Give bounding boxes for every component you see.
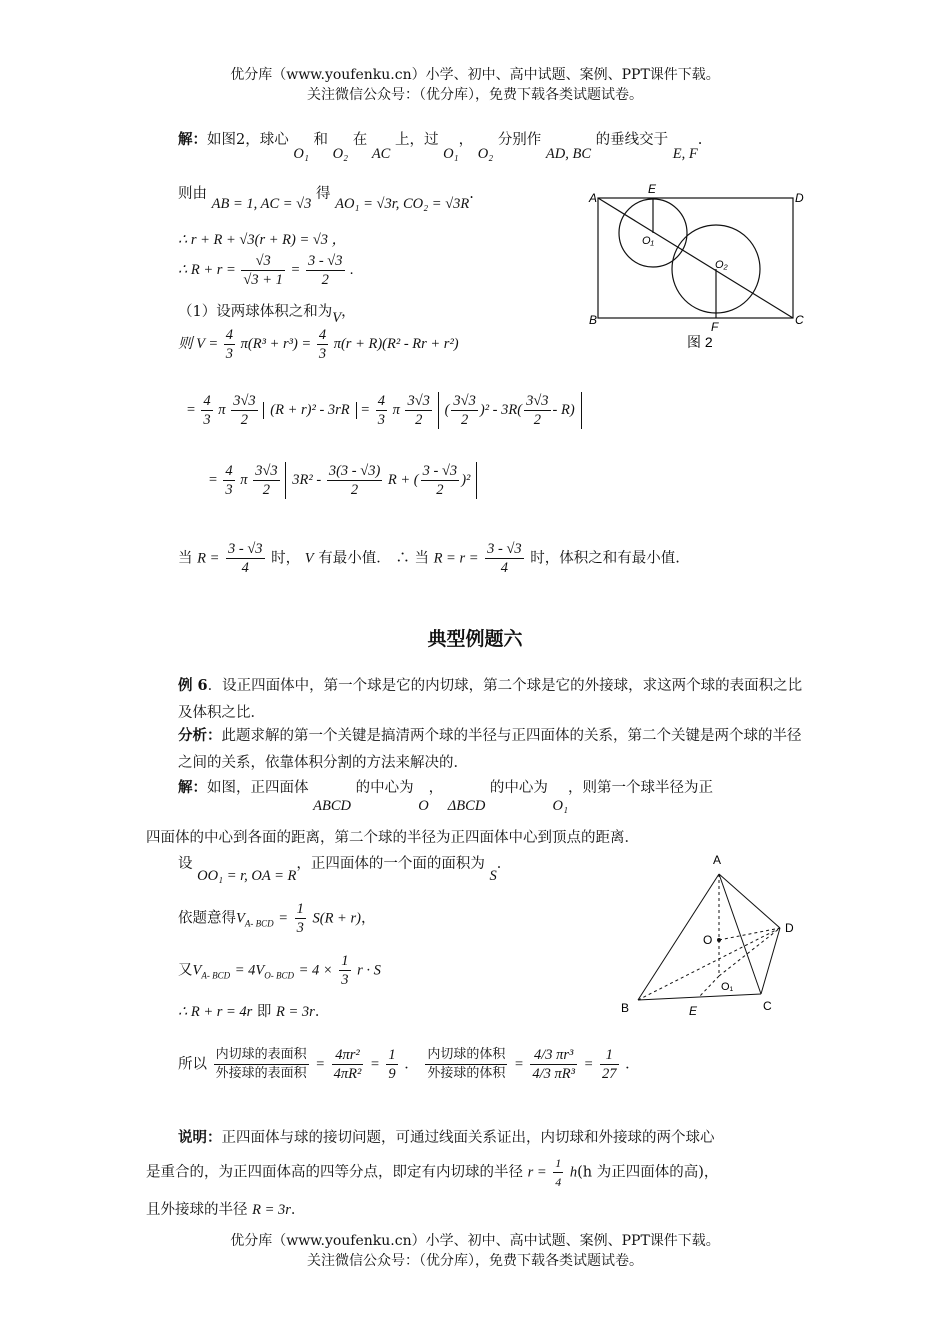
- label-e: E: [648, 182, 657, 196]
- label-d: D: [795, 191, 804, 205]
- label-a: A: [589, 191, 598, 205]
- example-6-label: 例 6: [178, 677, 208, 694]
- label-b: B: [589, 313, 598, 327]
- label-a: A: [713, 853, 722, 867]
- label-c: C: [795, 313, 804, 327]
- edge-cd: [761, 928, 780, 994]
- footer-line-2: 关注微信公众号：（优分库），免费下载各类试题试卷。: [307, 1253, 643, 1269]
- example-6-solution-line-4: 依题意得$V_{A- BCD}$ = $\frac{1}{3}$ S(R + r)，: [178, 901, 376, 936]
- solution-line-7: = $\frac{4}{3}$ π $\frac{3√3}{2}$ (R + r)² - 3rR = $\frac{4}{3}$ π $\frac{3√3}{2}$ ( $\frac{3√3}{2}$ )² - 3R( $\frac{3√3}{2}$ - R): [186, 392, 582, 429]
- figure-tetrahedron: [615, 848, 815, 1028]
- solution-line-8: = $\frac{4}{3}$ π $\frac{3√3}{2}$ 3R² - $\frac{3(3 - √3)}{2}$ R + ( $\frac{3 - √3}{2}$ )²: [208, 462, 477, 499]
- label-o1: O₁: [721, 981, 734, 993]
- label-o1: O₁: [642, 235, 655, 247]
- example-6-solution-line-2: 四面体的中心到各面的距离，第二个球的半径为正四面体中心到顶点的距离．: [146, 830, 639, 846]
- example-6-solution-line-7: 所以 $\frac{\text{内切球的表面积}}{\text{外接球的表面积}}$ = $\frac{\text{4πr²}}{\text{4πR²}}$ = $\frac{1}{9}$ ． $\frac{\text{内切球的体积}}{\text{外接球的体积}}$ = $\frac{\text{4/3 πr³}}{\text{4/3 πR³}}$ = $\frac{1}{27}$ ．: [178, 1047, 640, 1082]
- label-o2: O₂: [715, 259, 728, 271]
- solution-line-2: 则由 AB = 1, AC = √3 得 AO₁ = √3r, CO₂ = √3R.: [178, 186, 474, 212]
- label-f: F: [711, 320, 719, 334]
- example-6-note-line-1: 说明：正四面体与球的接切问题，可通过线面关系证出，内切球和外接球的两个球心: [178, 1129, 715, 1146]
- solution-line-9: 当 R = $\frac{3 - √3}{4}$ 时， V 有最小值． ∴ 当 R = r = $\frac{3 - √3}{4}$ 时，体积之和有最小值.: [178, 541, 680, 576]
- jie-label: 解：: [178, 131, 207, 148]
- figure-2: [585, 180, 815, 360]
- example-6-solution-line-5: 又$V_{A- BCD} = 4V_{O- BCD} = 4$ × $\frac{1}{3}$ r · S: [178, 953, 381, 988]
- solution-line-5: （1）设两球体积之和为V，: [178, 304, 356, 326]
- example-6-solution-line-3: 设 OO₁ = r, OA = R，正四面体的一个面的面积为 S．: [178, 856, 512, 884]
- header-line-2: 关注微信公众号：（优分库），免费下载各类试题试卷。: [307, 87, 643, 103]
- example-6-statement: 例 6．设正四面体中，第一个球是它的内切球，第二个球是它的外接球，求这两个球的表面积之比及体积之比．: [178, 677, 803, 721]
- label-o: O: [703, 933, 713, 947]
- label-e: E: [689, 1004, 698, 1018]
- example-6-analysis: 分析：此题求解的第一个关键是搞清两个球的半径与正四面体的关系，第二个关键是两个球的半径之间的关系，依靠体积分割的方法来解决的．: [178, 727, 802, 771]
- segment-o1e: [699, 976, 719, 997]
- example-6-solution-line-6: ∴ R + r = 4r 即 R = 3r．: [178, 1004, 330, 1020]
- example-6-note-line-2: 是重合的，为正四面体高的四等分点，即定有内切球的半径 r = $\frac{1}{4}$ h(h 为正四面体的高)，: [146, 1156, 719, 1189]
- label-b: B: [621, 1001, 630, 1015]
- solution-line-6: 则 V = $\frac{4}{3}$ π(R³ + r³) = $\frac{4}{3}$ π(r + R)(R² - Rr + r²): [178, 327, 459, 362]
- label-d: D: [785, 921, 794, 935]
- solution-line-3: ∴ r + R + √3(r + R) = √3 ，: [178, 232, 347, 248]
- solution-line-4: ∴ R + r = $\frac{√3}{√3 + 1}$ = $\frac{3 - √3}{2}$ .: [178, 253, 354, 288]
- figure-2-caption: 图 2: [687, 334, 713, 350]
- diagonal-ac: [598, 198, 793, 318]
- example-6-solution-line-1: 解：如图，正四面体 ABCD 的中心为 O， ΔBCD 的中心为 O₁，则第一个球半径为正: [178, 779, 714, 814]
- edge-bc: [638, 994, 761, 1000]
- example-6-note-line-3: 且外接球的半径 R = 3r．: [146, 1202, 306, 1218]
- label-c: C: [763, 999, 772, 1013]
- section-title: 典型例题六: [427, 628, 523, 650]
- segment-od: [719, 928, 780, 940]
- solution-line-1: 解：如图2，球心 O₁ 和 O₂ 在 AC 上，过 O₁， O₂ 分别作 AD, BC 的垂线交于 E, F.: [178, 131, 703, 162]
- point-o: [717, 938, 721, 942]
- segment-o1d: [719, 928, 780, 976]
- header-line-1: 优分库（www.youfenku.cn）小学、初中、高中试题、案例、PPT课件下载。: [230, 67, 720, 83]
- footer-line-1: 优分库（www.youfenku.cn）小学、初中、高中试题、案例、PPT课件下载。: [230, 1233, 720, 1249]
